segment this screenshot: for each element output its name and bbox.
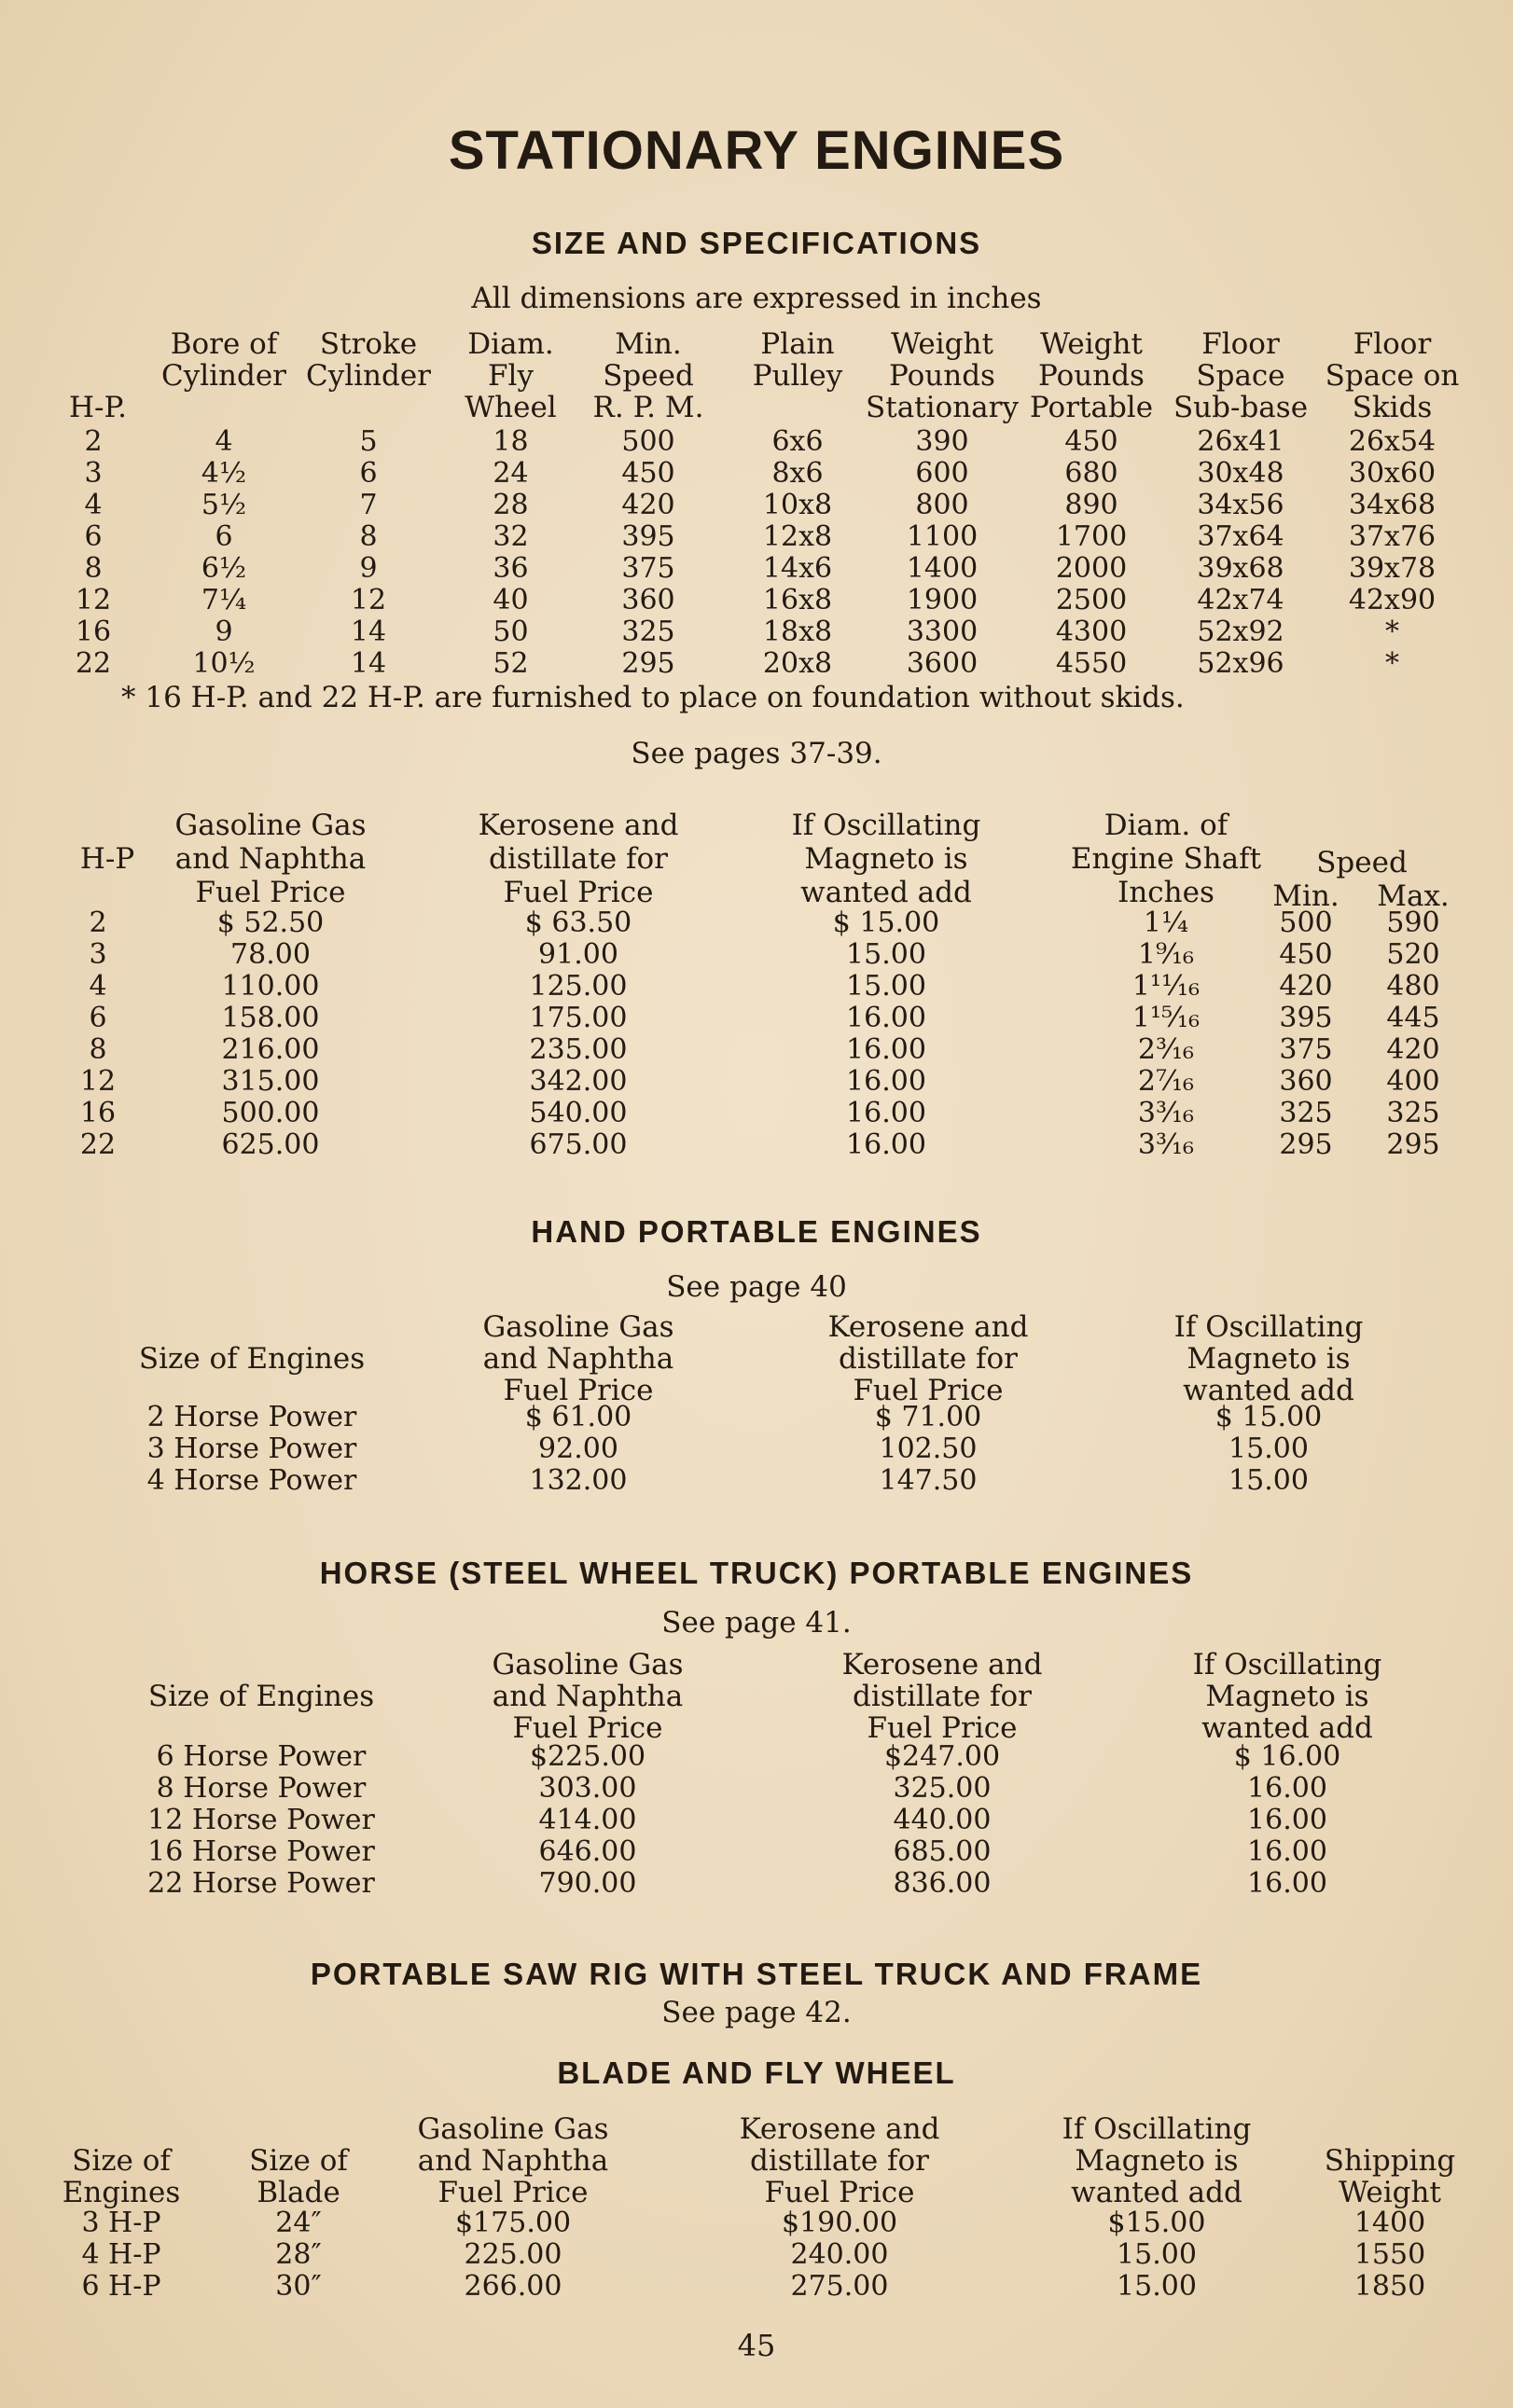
table-cell: 303.00 [538, 1772, 637, 1805]
speed-header: Speed [1316, 846, 1408, 879]
column-header-line: Space [1196, 359, 1285, 393]
table-cell: 1850 [1353, 2270, 1426, 2303]
column-header-line: and Naphtha [174, 842, 367, 876]
column-header-line: Fuel Price [512, 1711, 663, 1745]
table-cell: 12 Horse Power [147, 1804, 375, 1836]
table-cell: 92.00 [538, 1432, 618, 1465]
table-cell: 132.00 [529, 1464, 628, 1497]
table-cell: 1¼ [1143, 906, 1189, 939]
table-cell: 646.00 [538, 1835, 637, 1868]
column-header-line: Space on [1325, 359, 1460, 393]
table-cell: 16.00 [846, 1097, 926, 1129]
column-header-line: Sub-base [1173, 391, 1309, 424]
hand-see-page: See page 40 [666, 1270, 847, 1304]
column-header-line: and Naphtha [482, 1342, 674, 1376]
horse-heading: HORSE (STEEL WHEEL TRUCK) PORTABLE ENGINES [319, 1556, 1194, 1590]
table-cell: 37x64 [1197, 520, 1284, 553]
table-cell: $ 15.00 [1215, 1401, 1323, 1433]
table-cell: 28 [493, 489, 529, 521]
column-header-line: Engines [62, 2176, 181, 2209]
table-cell: 158.00 [221, 1002, 320, 1034]
table-cell: 39x68 [1197, 552, 1284, 585]
column-header-line: Pulley [752, 359, 843, 393]
column-header-line: Fuel Price [867, 1711, 1018, 1745]
table-cell: 16 [79, 1097, 117, 1129]
table-cell: $ 71.00 [874, 1401, 982, 1433]
column-header-line: wanted add [1201, 1711, 1373, 1745]
speed-min-header: Min. [1272, 879, 1339, 913]
table-cell: 26x54 [1348, 425, 1437, 458]
table-cell: 6 H-P [81, 2270, 161, 2303]
table-cell: 2 [89, 906, 107, 939]
speed-max-header: Max. [1377, 879, 1450, 913]
table-cell: 3³⁄₁₆ [1137, 1128, 1195, 1161]
table-cell: 295 [621, 647, 675, 680]
table-cell: 16.00 [1247, 1804, 1327, 1836]
table-cell: 26x41 [1197, 425, 1284, 458]
column-header-line: Cylinder [160, 359, 287, 393]
table-cell: 12 [79, 1065, 117, 1098]
column-header-line: Blade [257, 2176, 340, 2209]
column-header-line: Weight [1339, 2176, 1441, 2209]
table-cell: 315.00 [221, 1065, 320, 1098]
table-cell: 15.00 [1117, 2270, 1197, 2303]
column-header-line: Diam. [467, 327, 554, 361]
column-header-line: Diam. of [1104, 809, 1228, 842]
table-cell: * [1385, 647, 1399, 680]
table-cell: 3600 [906, 647, 979, 680]
table-cell: $247.00 [883, 1740, 1001, 1773]
table-cell: 2500 [1055, 584, 1128, 616]
table-cell: 1100 [906, 520, 979, 553]
column-header-line: distillate for [489, 842, 668, 876]
table-cell: 5½ [201, 489, 247, 521]
table-cell: 16x8 [762, 584, 833, 616]
table-cell: 15.00 [1228, 1464, 1309, 1497]
table-cell: 4 [89, 970, 107, 1003]
table-cell: 15.00 [1117, 2238, 1197, 2271]
table-cell: 6 [215, 520, 233, 553]
column-header-line: Fuel Price [764, 2176, 915, 2209]
table-cell: 225.00 [464, 2238, 562, 2271]
table-cell: 102.50 [879, 1432, 978, 1465]
table-cell: 3300 [906, 616, 979, 648]
column-header-line: Fuel Price [437, 2176, 589, 2209]
table-cell: 16.00 [846, 1065, 926, 1098]
table-cell: 395 [1279, 1002, 1333, 1034]
table-cell: 395 [621, 520, 675, 553]
table-cell: 4300 [1055, 616, 1128, 648]
column-header-line: Gasoline Gas [174, 809, 367, 842]
column-header-line: If Oscillating [1062, 2112, 1252, 2146]
table-cell: 16.00 [1247, 1835, 1327, 1868]
table-cell: 325 [621, 616, 675, 648]
table-cell: 22 Horse Power [147, 1867, 375, 1900]
table-cell: 42x74 [1197, 584, 1284, 616]
table-cell: $ 52.50 [216, 906, 325, 939]
table-cell: 16.00 [846, 1128, 926, 1161]
table-cell: 4 [215, 425, 233, 458]
column-header-line: Gasoline Gas [482, 1310, 674, 1344]
column-header-line: Engine Shaft [1070, 842, 1262, 876]
column-header-line: Fuel Price [853, 1374, 1004, 1407]
table-cell: 4 H-P [81, 2238, 161, 2271]
table-cell: 2 Horse Power [146, 1401, 357, 1433]
column-header-line: distillate for [839, 1342, 1018, 1376]
table-cell: 14 [350, 647, 387, 680]
table-cell: 240.00 [790, 2238, 889, 2271]
table-cell: 450 [621, 457, 675, 490]
table-cell: 4550 [1055, 647, 1128, 680]
column-header-line: Floor [1201, 327, 1280, 361]
column-header-line: Min. [615, 327, 682, 361]
column-header-line: Pounds [889, 359, 995, 393]
table-cell: 147.50 [879, 1464, 978, 1497]
table-cell: 5 [359, 425, 378, 458]
column-header-line: Speed [603, 359, 694, 393]
column-header-line: Magneto is [804, 842, 968, 876]
column-header-line: wanted add [1071, 2176, 1242, 2209]
column-header-line: Wheel [465, 391, 557, 424]
table-cell: 16.00 [1247, 1867, 1327, 1900]
column-header-line: Kerosene and [827, 1310, 1029, 1344]
spec-see-pages: See pages 37-39. [631, 737, 882, 770]
table-cell: 2000 [1055, 552, 1128, 585]
table-cell: 6 [84, 520, 103, 553]
table-cell: 15.00 [1228, 1432, 1309, 1465]
column-header-line: Weight [1040, 327, 1143, 361]
table-cell: 3 [89, 938, 107, 971]
table-cell: 275.00 [790, 2270, 889, 2303]
hand-heading: HAND PORTABLE ENGINES [531, 1214, 982, 1249]
table-cell: 360 [621, 584, 675, 616]
table-cell: 800 [915, 489, 969, 521]
column-header-line: distillate for [853, 1680, 1032, 1713]
spec-footnote: * 16 H-P. and 22 H-P. are furnished to place on foundation without skids. [121, 681, 1185, 714]
table-cell: 3 H-P [81, 2207, 161, 2239]
table-cell: 1700 [1055, 520, 1128, 553]
table-cell: 1900 [906, 584, 979, 616]
table-cell: 22 [79, 1128, 117, 1161]
table-cell: 325 [1279, 1097, 1333, 1129]
table-cell: 342.00 [529, 1065, 628, 1098]
table-cell: 52x96 [1197, 647, 1284, 680]
spec-heading: SIZE AND SPECIFICATIONS [531, 226, 982, 260]
table-cell: 50 [493, 616, 529, 648]
column-header-line: Floor [1353, 327, 1432, 361]
table-cell: $190.00 [781, 2207, 898, 2239]
page-number: 45 [737, 2328, 776, 2363]
table-cell: 6 Horse Power [156, 1740, 367, 1773]
table-cell: 360 [1279, 1065, 1333, 1098]
table-cell: 3³⁄₁₆ [1137, 1097, 1195, 1129]
table-cell: 110.00 [221, 970, 320, 1003]
column-header-line: Size of Engines [138, 1342, 366, 1376]
table-cell: 450 [1279, 938, 1333, 971]
column-header-line: If Oscillating [1173, 1310, 1364, 1344]
column-header-line: distillate for [750, 2144, 929, 2178]
table-cell: 20x8 [762, 647, 833, 680]
table-cell: 32 [493, 520, 529, 553]
table-cell: 400 [1386, 1065, 1440, 1098]
column-header-line: H-P. [69, 391, 127, 424]
table-cell: 4 Horse Power [146, 1464, 357, 1497]
table-cell: 440.00 [893, 1804, 992, 1836]
table-cell: 6 [359, 457, 378, 490]
table-cell: 216.00 [221, 1033, 320, 1066]
table-cell: 375 [1279, 1033, 1333, 1066]
table-cell: 540.00 [529, 1097, 628, 1129]
table-cell: 420 [1386, 1033, 1440, 1066]
column-header-line: and Naphtha [492, 1680, 684, 1713]
column-header-line: wanted add [1183, 1374, 1354, 1407]
column-header-line: If Oscillating [1192, 1648, 1382, 1681]
table-cell: 39x78 [1348, 552, 1437, 585]
table-cell: 175.00 [529, 1002, 628, 1034]
table-cell: 445 [1386, 1002, 1440, 1034]
table-cell: 7¼ [201, 584, 247, 616]
table-cell: 40 [493, 584, 529, 616]
table-cell: 16.00 [846, 1002, 926, 1034]
table-cell: 450 [1064, 425, 1118, 458]
table-cell: 235.00 [529, 1033, 628, 1066]
column-header-line: Bore of [170, 327, 278, 361]
table-cell: 420 [621, 489, 675, 521]
table-cell: 8 [359, 520, 378, 553]
table-cell: 295 [1386, 1128, 1440, 1161]
table-cell: 10x8 [762, 489, 833, 521]
saw-heading: PORTABLE SAW RIG WITH STEEL TRUCK AND FRAME [310, 1957, 1203, 1991]
table-cell: 34x68 [1348, 489, 1437, 521]
table-cell: 12x8 [762, 520, 833, 553]
table-cell: 6 [89, 1002, 107, 1034]
table-cell: $175.00 [454, 2207, 572, 2239]
table-cell: 500.00 [221, 1097, 320, 1129]
table-cell: 30x60 [1348, 457, 1437, 490]
column-header-line: Portable [1029, 391, 1154, 424]
table-cell: 3 [84, 457, 103, 490]
table-cell: 42x90 [1348, 584, 1437, 616]
table-cell: 52x92 [1197, 616, 1284, 648]
table-cell: 325.00 [893, 1772, 992, 1805]
table-cell: 30x48 [1197, 457, 1284, 490]
table-cell: $ 16.00 [1233, 1740, 1341, 1773]
table-cell: 680 [1064, 457, 1118, 490]
table-cell: 4 [84, 489, 103, 521]
table-cell: 675.00 [529, 1128, 628, 1161]
table-cell: 390 [915, 425, 969, 458]
table-cell: 325 [1386, 1097, 1440, 1129]
table-cell: 375 [621, 552, 675, 585]
table-cell: 3 Horse Power [146, 1432, 357, 1465]
column-header-line: and Naphtha [417, 2144, 609, 2178]
table-cell: 4½ [201, 457, 247, 490]
table-cell: 24 [493, 457, 529, 490]
column-header-line: Plain [760, 327, 835, 361]
column-header-line: Magneto is [1075, 2144, 1239, 2178]
column-header-line: Gasoline Gas [417, 2112, 609, 2146]
table-cell: 8 Horse Power [156, 1772, 367, 1805]
table-cell: 18 [493, 425, 529, 458]
table-cell: 28″ [275, 2238, 322, 2271]
column-header-line: Size of [249, 2144, 348, 2178]
table-cell: 18x8 [762, 616, 833, 648]
table-cell: $ 63.50 [524, 906, 632, 939]
table-cell: 836.00 [893, 1867, 992, 1900]
table-cell: 8 [89, 1033, 107, 1066]
column-header-line: Fuel Price [503, 876, 654, 909]
table-cell: 14 [350, 616, 387, 648]
saw-see-page: See page 42. [661, 1996, 852, 2029]
column-header-line: If Oscillating [791, 809, 981, 842]
table-cell: $ 15.00 [832, 906, 940, 939]
table-cell: 24″ [275, 2207, 322, 2239]
table-cell: 10½ [192, 647, 256, 680]
column-header-line: Size of [72, 2144, 171, 2178]
table-cell: 1⁹⁄₁₆ [1137, 938, 1195, 971]
table-cell: 16 [75, 616, 112, 648]
column-header-line: Shipping [1324, 2144, 1456, 2178]
column-header-line: Pounds [1038, 359, 1145, 393]
column-header-line: wanted add [800, 876, 972, 909]
table-cell: 420 [1279, 970, 1333, 1003]
table-cell: 37x76 [1348, 520, 1437, 553]
table-cell: 30″ [275, 2270, 322, 2303]
column-header-line: Kerosene and [739, 2112, 940, 2146]
saw-subheading: BLADE AND FLY WHEEL [557, 2055, 956, 2090]
table-cell: 1¹¹⁄₁₆ [1131, 970, 1201, 1003]
table-cell: 14x6 [762, 552, 833, 585]
table-cell: 34x56 [1197, 489, 1284, 521]
table-cell: 6x6 [771, 425, 824, 458]
table-cell: 520 [1386, 938, 1440, 971]
column-header-line: Stroke [319, 327, 418, 361]
table-cell: 790.00 [538, 1867, 637, 1900]
table-cell: 890 [1064, 489, 1118, 521]
table-cell: $225.00 [529, 1740, 646, 1773]
column-header-line: Skids [1352, 391, 1433, 424]
table-cell: 78.00 [230, 938, 311, 971]
spec-note: All dimensions are expressed in inches [471, 282, 1042, 315]
column-header-line: Weight [891, 327, 993, 361]
table-cell: 500 [621, 425, 675, 458]
table-cell: 2 [84, 425, 103, 458]
table-cell: 625.00 [221, 1128, 320, 1161]
column-header-line: Kerosene and [478, 809, 679, 842]
column-header-line: Magneto is [1205, 1680, 1369, 1713]
column-header-line: R. P. M. [592, 391, 704, 424]
table-cell: 7 [359, 489, 378, 521]
table-cell: 500 [1279, 906, 1333, 939]
table-cell: 16 Horse Power [147, 1835, 375, 1868]
table-cell: $15.00 [1107, 2207, 1206, 2239]
table-cell: 8x6 [771, 457, 824, 490]
table-cell: 1550 [1353, 2238, 1426, 2271]
table-cell: 1400 [1353, 2207, 1426, 2239]
horse-see-page: See page 41. [661, 1606, 852, 1640]
table-cell: 295 [1279, 1128, 1333, 1161]
table-cell: 1¹⁵⁄₁₆ [1131, 1002, 1201, 1034]
table-cell: 1400 [906, 552, 979, 585]
table-cell: 8 [84, 552, 103, 585]
table-cell: * [1385, 616, 1399, 648]
table-cell: 2⁷⁄₁₆ [1137, 1065, 1195, 1098]
table-cell: 15.00 [846, 938, 926, 971]
table-cell: 480 [1386, 970, 1440, 1003]
page-title: STATIONARY ENGINES [448, 120, 1065, 181]
column-header-line: Fuel Price [503, 1374, 654, 1407]
column-header-line: Kerosene and [841, 1648, 1043, 1681]
column-header-line: Fly [488, 359, 534, 393]
table-cell: $ 61.00 [524, 1401, 632, 1433]
table-cell: 16.00 [846, 1033, 926, 1066]
table-cell: 22 [75, 647, 112, 680]
table-cell: 125.00 [529, 970, 628, 1003]
table-cell: 9 [359, 552, 378, 585]
table-cell: 590 [1386, 906, 1440, 939]
table-cell: 12 [350, 584, 387, 616]
table-cell: 16.00 [1247, 1772, 1327, 1805]
column-header-line: Cylinder [305, 359, 432, 393]
table-cell: 15.00 [846, 970, 926, 1003]
table-cell: 9 [215, 616, 233, 648]
column-header-line: Inches [1117, 876, 1215, 909]
table-cell: 36 [493, 552, 529, 585]
column-header-line: Size of Engines [147, 1680, 375, 1713]
column-header-line: Magneto is [1187, 1342, 1351, 1376]
table-cell: 266.00 [464, 2270, 562, 2303]
table-cell: 91.00 [538, 938, 618, 971]
table-cell: 600 [915, 457, 969, 490]
table-cell: 2³⁄₁₆ [1137, 1033, 1195, 1066]
column-header-line: Fuel Price [195, 876, 346, 909]
table-cell: 52 [493, 647, 529, 680]
table-cell: 685.00 [893, 1835, 992, 1868]
table-cell: 414.00 [538, 1804, 637, 1836]
column-header-line: H-P [79, 842, 135, 876]
column-header-line: Gasoline Gas [492, 1648, 684, 1681]
table-cell: 12 [75, 584, 112, 616]
column-header-line: Stationary [866, 391, 1019, 424]
table-cell: 6½ [201, 552, 247, 585]
